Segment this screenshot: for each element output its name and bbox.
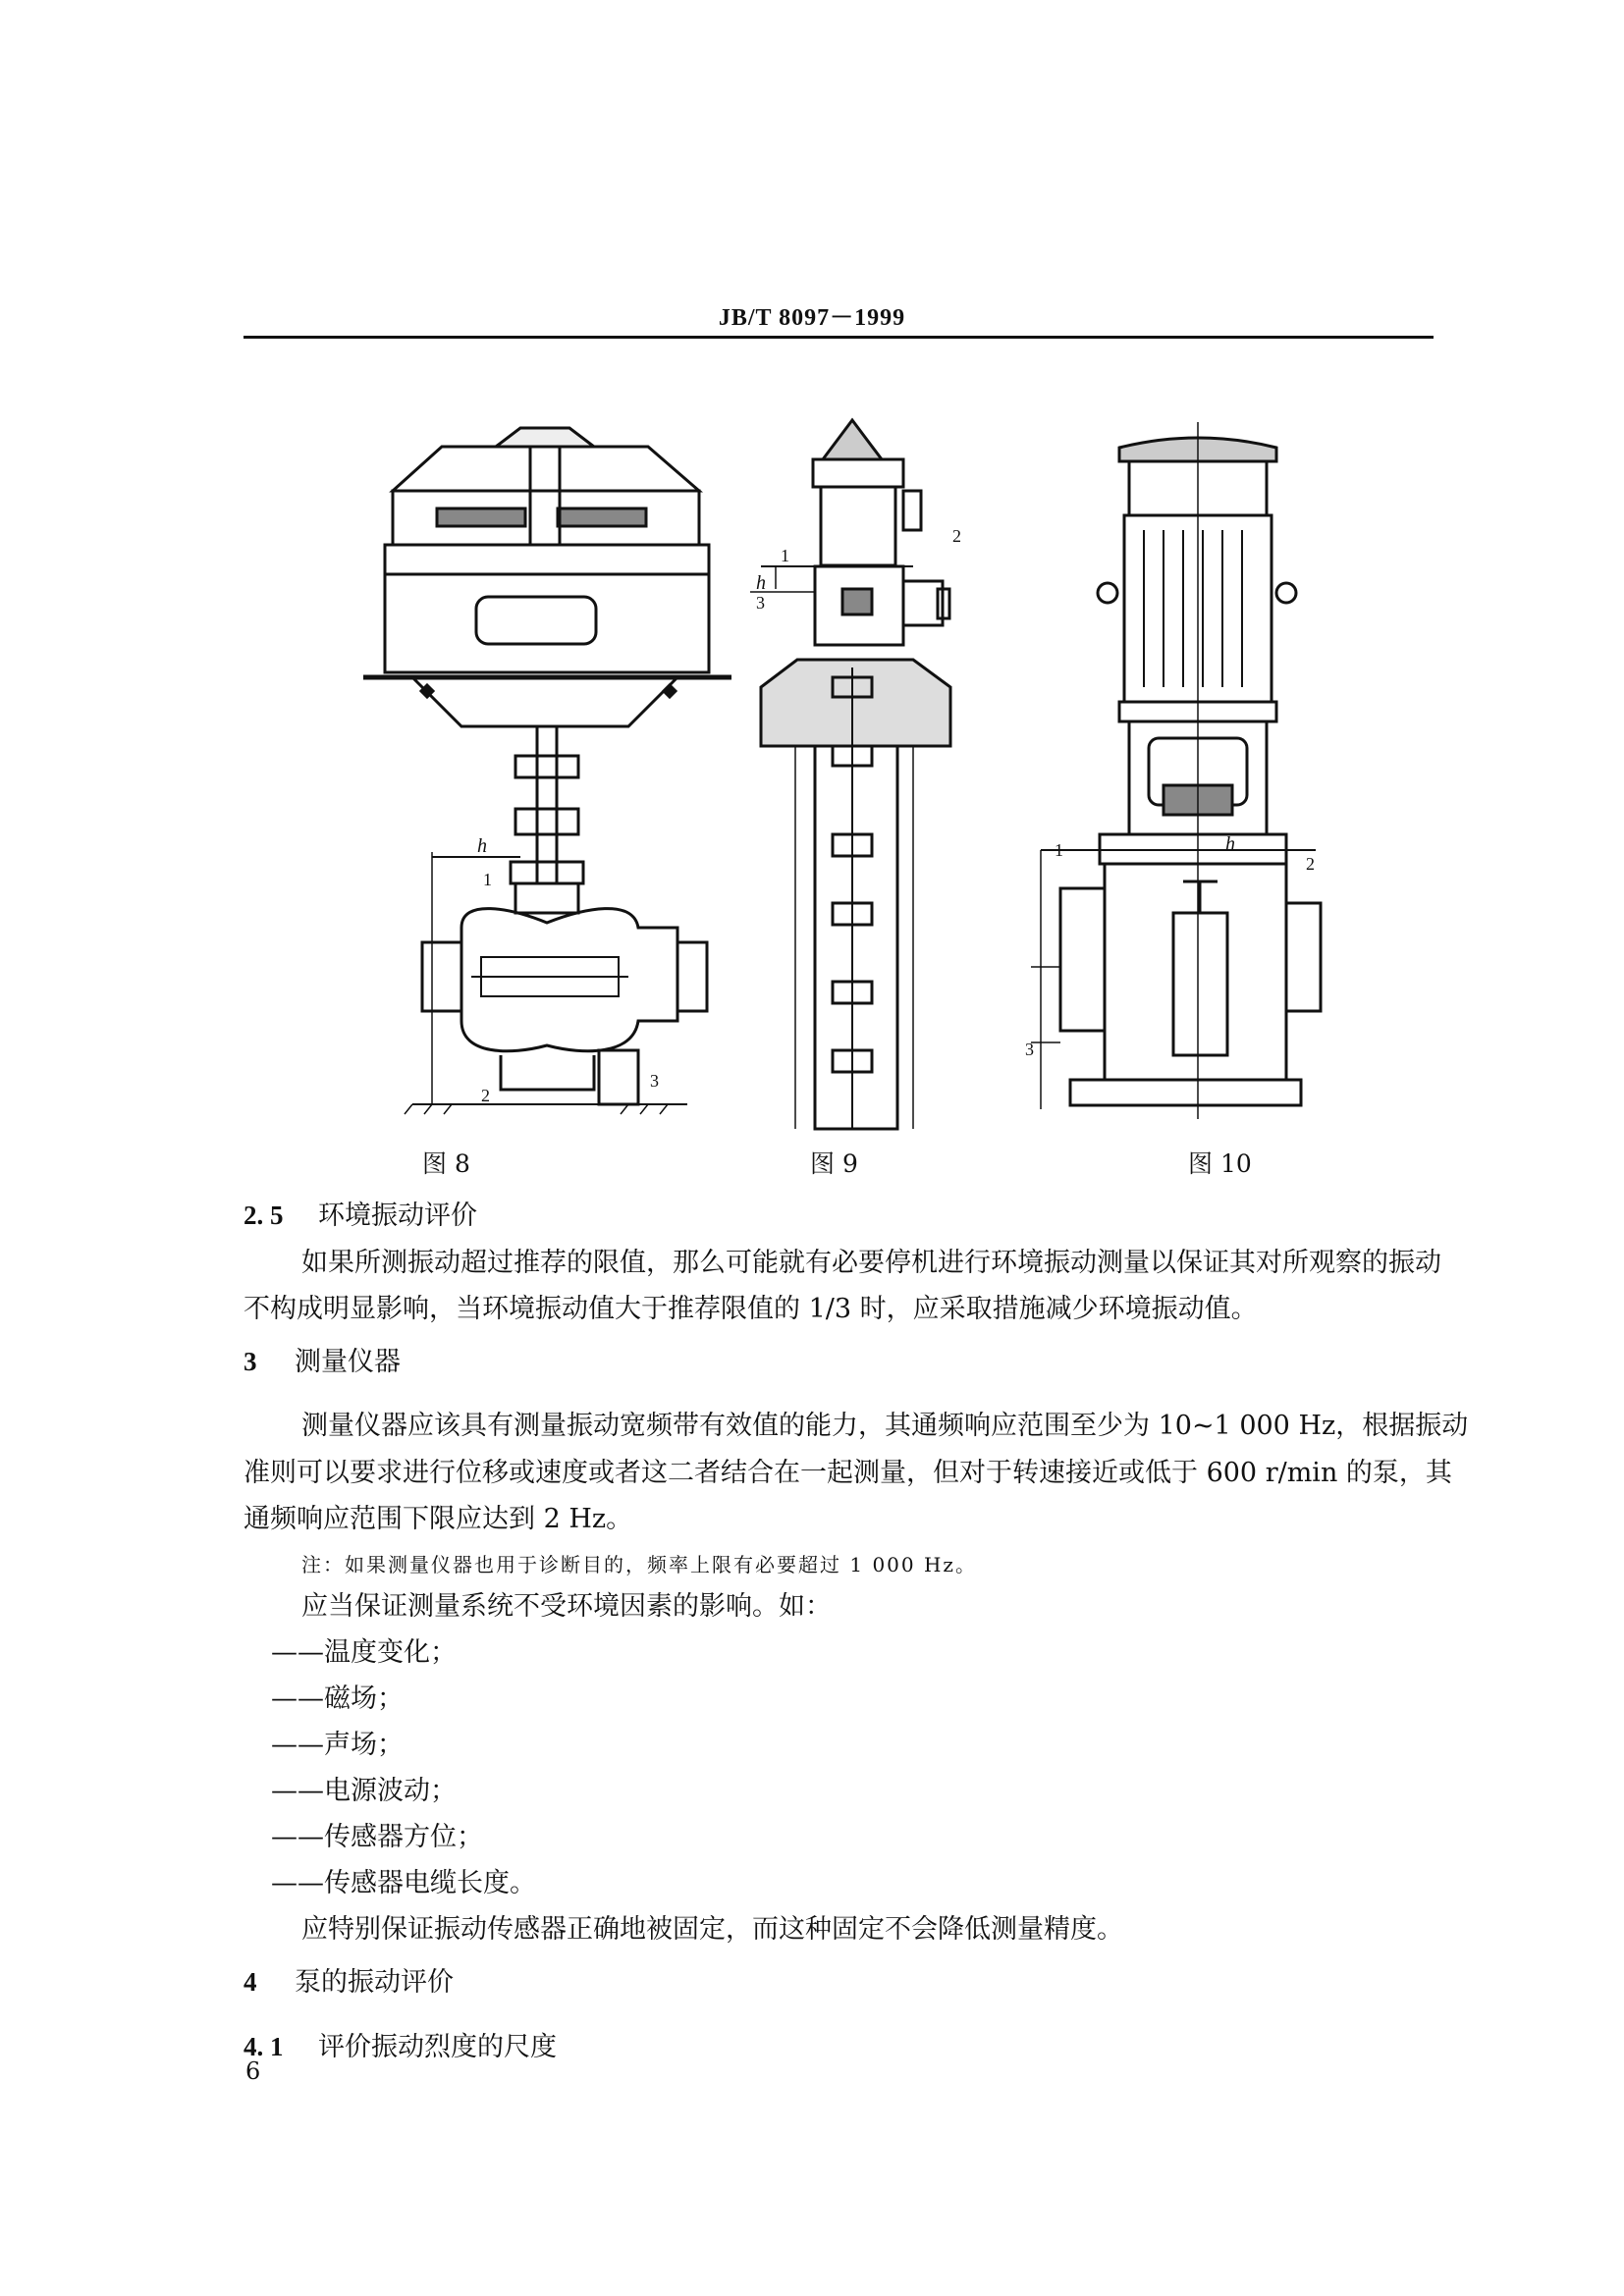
list-item: ——磁场； [271,1683,404,1714]
section-title: 评价振动烈度的尺度 [318,2032,557,2062]
fig10-label-2: 2 [1306,854,1315,874]
section-4-heading [244,1960,454,1999]
note-text: 注：如果测量仪器也用于诊断目的，频率上限有必要超过 1 000 Hz。 [301,1553,977,1576]
paragraph-line: 应特别保证振动传感器正确地被固定，而这种固定不会降低测量精度。 [301,1914,1123,1945]
paragraph-line: 如果所测振动超过推荐的限值，那么可能就有必要停机进行环境振动测量以保证其对所观察的振动 [301,1248,1441,1278]
fig9-label-1: 1 [781,546,789,565]
list-item: ——传感器方位； [271,1822,483,1852]
figure-10-drawing [1031,422,1321,1119]
list-item: ——声场； [271,1730,404,1760]
page-number: 6 [245,2057,261,2085]
figure-9-caption: 图 9 [810,1149,858,1178]
fig8-label-3: 3 [650,1071,659,1091]
section-title: 泵的振动评价 [295,1967,454,1998]
section-4-1-heading [244,2025,557,2063]
fig8-label-1: 1 [483,870,492,889]
list-item: ——温度变化； [271,1637,457,1668]
header-rule [244,336,1434,339]
fig8-label-h: h [477,835,487,857]
fig10-label-3: 3 [1025,1040,1034,1059]
fig10-label-1: 1 [1055,840,1063,860]
fig9-label-h: h [756,572,766,594]
figure-8-caption: 图 8 [422,1149,470,1178]
figure-10-caption: 图 10 [1188,1149,1252,1178]
figure-9-drawing [750,420,950,1129]
figure-8-drawing [363,428,731,1114]
list-item: ——传感器电缆长度。 [271,1868,536,1898]
fig9-label-3: 3 [756,593,765,613]
section-2-5-heading [244,1194,477,1232]
paragraph-line: 测量仪器应该具有测量振动宽频带有效值的能力，其通频响应范围至少为 10~1 000 Hz，根据振动 [301,1411,1469,1441]
fig10-label-h: h [1225,833,1235,855]
section-title: 环境振动评价 [318,1201,477,1231]
paragraph-line: 不构成明显影响，当环境振动值大于推荐限值的 1/3 时，应采取措施减少环境振动值。 [244,1294,1258,1324]
section-number: 4. 1 [244,2032,284,2061]
section-3-heading [244,1340,401,1378]
paragraph-line: 准则可以要求进行位移或速度或者这二者结合在一起测量，但对于转速接近或低于 600 r/min 的泵，其 [244,1458,1452,1488]
fig9-label-2: 2 [952,526,961,546]
fig8-label-2: 2 [481,1086,490,1105]
list-item: ——电源波动； [271,1776,457,1806]
paragraph-line: 通频响应范围下限应达到 2 Hz。 [244,1504,633,1534]
env-intro-text: 应当保证测量系统不受环境因素的影响。如： [301,1591,832,1622]
section-number: 2. 5 [244,1201,284,1230]
section-number: 4 [244,1967,257,1997]
section-title: 测量仪器 [295,1347,401,1377]
document-header: JB/T 8097－1999 [718,305,906,331]
section-number: 3 [244,1347,257,1376]
pump-figures-illustration [0,412,1624,1139]
